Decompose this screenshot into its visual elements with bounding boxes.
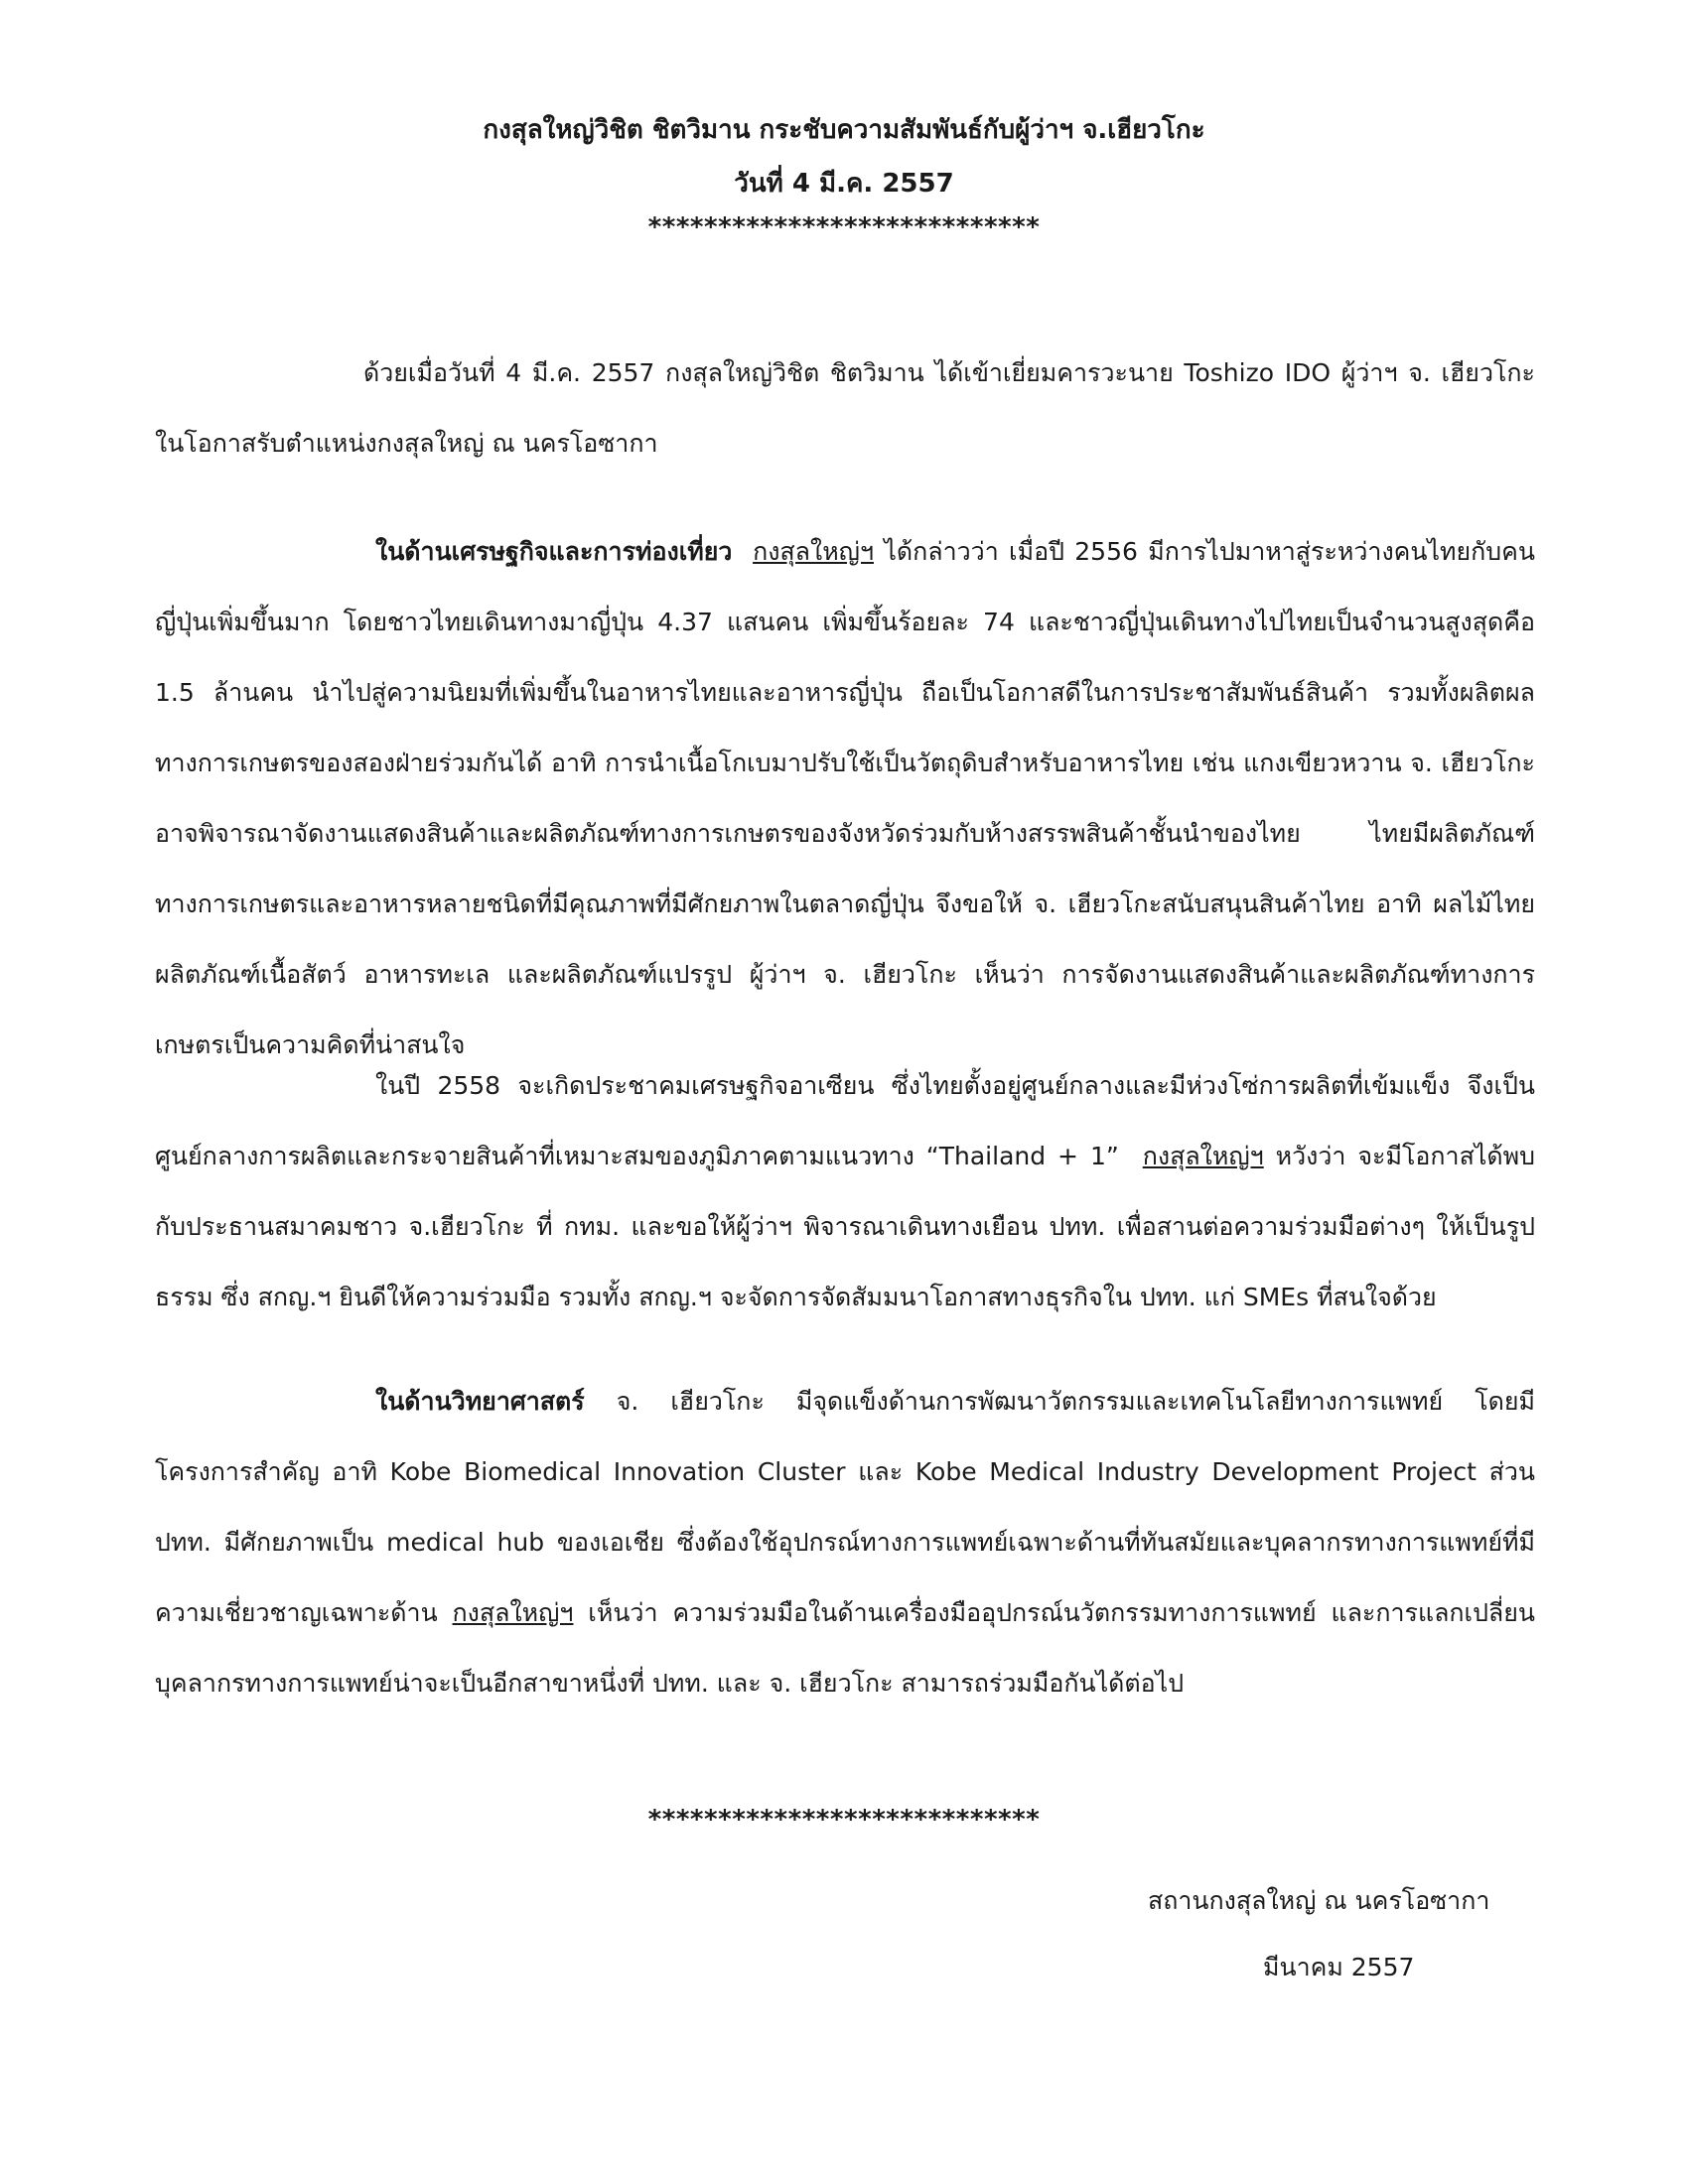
paragraph-asean [155, 1050, 1535, 1332]
paragraph-intro-text: ด้วยเมื่อวันที่ 4 มี.ค. 2557 กงสุลใหญ่วิชิต ชิตวิมาน ได้เข้าเยี่ยมคารวะนาย Toshizo IDO ผู้ว่าฯ จ. เฮียวโกะ ในโอกาสรับตำแหน่งกงสุลใหญ่ ณ นครโอซากา [155, 358, 1535, 458]
paragraph-science [155, 1366, 1535, 1718]
paragraph-asean-subject: กงสุลใหญ่ฯ [1142, 1142, 1264, 1170]
paragraph-science-subject: กงสุลใหญ่ฯ [452, 1598, 574, 1627]
paragraph-asean-text-b: หวังว่า จะมีโอกาสได้พบกับประธานสมาคมชาว จ.เฮียวโกะ ที่ กทม. และขอให้ผู้ว่าฯ พิจารณาเดินทางเยือน ปทท. เพื่อสานต่อความร่วมมือต่างๆ ให้เป็นรูปธรรม ซึ่ง สกญ.ฯ ยินดีให้ความร่วมมือ รวมทั้ง สกญ.ฯ จะจัดการจัดสัมมนาโอกาสทางธุรกิจใน ปทท. แก่ SMEs ที่สนใจด้วย [155, 1142, 1535, 1311]
paragraph-science-text-a: จ. เฮียวโกะ มีจุดแข็งด้านการพัฒนาวัตกรรมและเทคโนโลยีทางการแพทย์ โดยมีโครงการสำคัญ อาทิ Kobe Biomedical Innovation Cluster และ Kobe Medical Industry Development Project ส่วน ปทท. มีศักยภาพเป็น medical hub ของเอเชีย ซึ่งต้องใช้อุปกรณ์ทางการแพทย์เฉพาะด้านที่ทันสมัยและบุคลากรทางการแพทย์ที่มีความเชี่ยวชาญเฉพาะด้าน [155, 1387, 1535, 1627]
separator-bottom: **************************** [647, 1805, 1041, 1835]
document-date: วันที่ 4 มี.ค. 2557 [734, 169, 954, 199]
paragraph-science-lead: ในด้านวิทยาศาสตร์ [375, 1387, 585, 1416]
paragraph-economy-subject: กงสุลใหญ่ฯ [753, 537, 875, 566]
paragraph-science-text-b: เห็นว่า ความร่วมมือในด้านเครื่องมืออุปกรณ์นวัตกรรมทางการแพทย์ และการแลกเปลี่ยนบุคลากรทางการแพทย์น่าจะเป็นอีกสาขาหนึ่งที่ ปทท. และ จ. เฮียวโกะ สามารถร่วมมือกันได้ต่อไป [155, 1598, 1535, 1698]
paragraph-asean-text-a: ในปี 2558 จะเกิดประชาคมเศรษฐกิจอาเซียน ซึ่งไทยตั้งอยู่ศูนย์กลางและมีห่วงโซ่การผลิตที่เข้มแข็ง จึงเป็นศูนย์กลางการผลิตและกระจายสินค้าที่เหมาะสมของภูมิภาคตามแนวทาง “Thailand + 1” [155, 1071, 1535, 1170]
paragraph-economy-lead: ในด้านเศรษฐกิจและการท่องเที่ยว [375, 537, 733, 566]
separator-top: **************************** [647, 212, 1041, 242]
signature-organization: สถานกงสุลใหญ่ ณ นครโอซากา [1148, 1886, 1490, 1915]
paragraph-intro [155, 338, 1535, 478]
paragraph-economy [155, 516, 1535, 1080]
paragraph-economy-text: ได้กล่าวว่า เมื่อปี 2556 มีการไปมาหาสู่ระหว่างคนไทยกับคนญี่ปุ่นเพิ่มขึ้นมาก โดยชาวไทยเดินทางมาญี่ปุ่น 4.37 แสนคน เพิ่มขึ้นร้อยละ 74 และชาวญี่ปุ่นเดินทางไปไทยเป็นจำนวนสูงสุดคือ 1.5 ล้านคน นำไปสู่ความนิยมที่เพิ่มขึ้นในอาหารไทยและอาหารญี่ปุ่น ถือเป็นโอกาสดีในการประชาสัมพันธ์สินค้า รวมทั้งผลิตผลทางการเกษตรของสองฝ่ายร่วมกันได้ อาทิ การนำเนื้อโกเบมาปรับใช้เป็นวัตถุดิบสำหรับอาหารไทย เช่น แกงเขียวหวาน จ. เฮียวโกะ อาจพิจารณาจัดงานแสดงสินค้าและผลิตภัณฑ์ทางการเกษตรของจังหวัดร่วมกับห้างสรรพสินค้าชั้นนำของไทย ไทยมีผลิตภัณฑ์ทางการเกษตรและอาหารหลายชนิดที่มีคุณภาพที่มีศักยภาพในตลาดญี่ปุ่น จึงขอให้ จ. เฮียวโกะสนับสนุนสินค้าไทย อาทิ ผลไม้ไทย ผลิตภัณฑ์เนื้อสัตว์ อาหารทะเล และผลิตภัณฑ์แปรรูป ผู้ว่าฯ จ. เฮียวโกะ เห็นว่า การจัดงานแสดงสินค้าและผลิตภัณฑ์ทางการเกษตรเป็นความคิดที่น่าสนใจ [155, 537, 1535, 1059]
signature-date: มีนาคม 2557 [1263, 1953, 1415, 1981]
document-title: กงสุลใหญ่วิชิต ชิตวิมาน กระชับความสัมพันธ์กับผู้ว่าฯ จ.เฮียวโกะ [483, 115, 1205, 145]
